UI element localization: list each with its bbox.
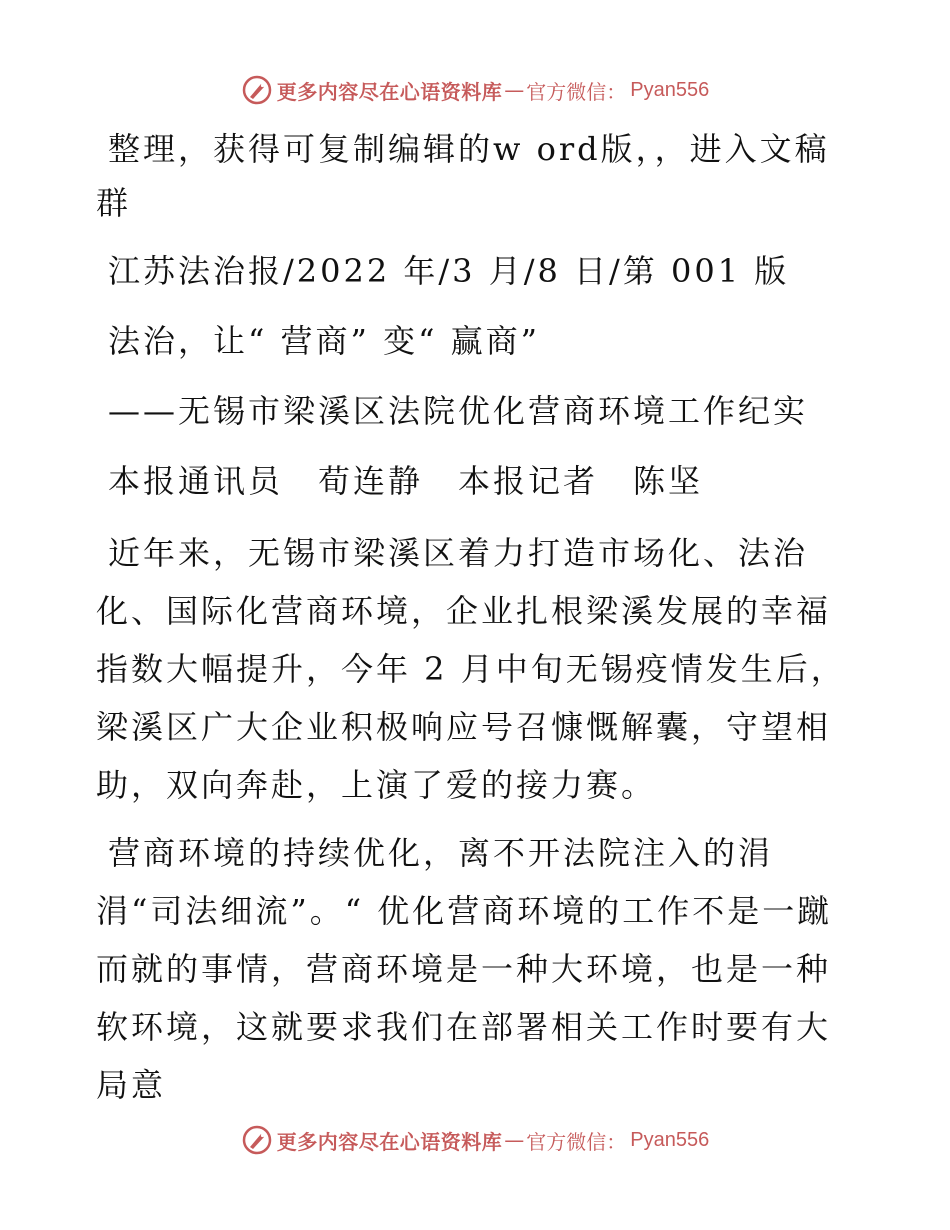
article-subtitle: ——无锡市梁溪区法院优化营商环境工作纪实 xyxy=(108,392,809,430)
paragraph-2: 营商环境的持续优化，离不开法院注入的涓涓“司法细流”。“ 优化营商环境的工作不是一蹴而就的事情，营商环境是一种大环境，也是一种软环境，这就要求我们在部署相关工作时要有大局意 xyxy=(96,834,833,1104)
paragraph-1: 近年来，无锡市梁溪区着力打造市场化、法治化、国际化营商环境，企业扎根梁溪发展的幸福指数大幅提升，今年 2 月中旬无锡疫情发生后，梁溪区广大企业积极响应号召慷慨解囊，守望相助，双向奔赴，上演了爱的接力赛。 xyxy=(96,534,846,804)
header-watermark xyxy=(0,70,950,110)
watermark-label: 官方微信： xyxy=(526,1129,627,1154)
watermark-separator: — xyxy=(504,1128,525,1152)
watermark-wechat-id: Pyan556 xyxy=(630,1128,710,1151)
document-body xyxy=(96,122,856,1124)
footer-watermark xyxy=(0,1120,950,1160)
watermark-site-text: 更多内容尽在心语资料库 xyxy=(276,79,503,104)
watermark-label: 官方微信： xyxy=(526,79,627,104)
watermark-wechat-id: Pyan556 xyxy=(630,78,710,101)
source-line: 江苏法治报/2022 年/3 月/8 日/第 001 版 xyxy=(108,252,790,290)
pen-nib-logo-icon xyxy=(241,1124,273,1156)
article-title: 法治，让“ 营商” 变“ 赢商” xyxy=(108,322,540,360)
intro-line: 整理，获得可复制编辑的w ord版，，进入文稿群 xyxy=(96,130,830,222)
watermark-separator: — xyxy=(504,78,525,102)
watermark-site-text: 更多内容尽在心语资料库 xyxy=(276,1129,503,1154)
pen-nib-logo-icon xyxy=(241,74,273,106)
byline: 本报通讯员 荀连静 本报记者 陈坚 xyxy=(108,462,704,500)
